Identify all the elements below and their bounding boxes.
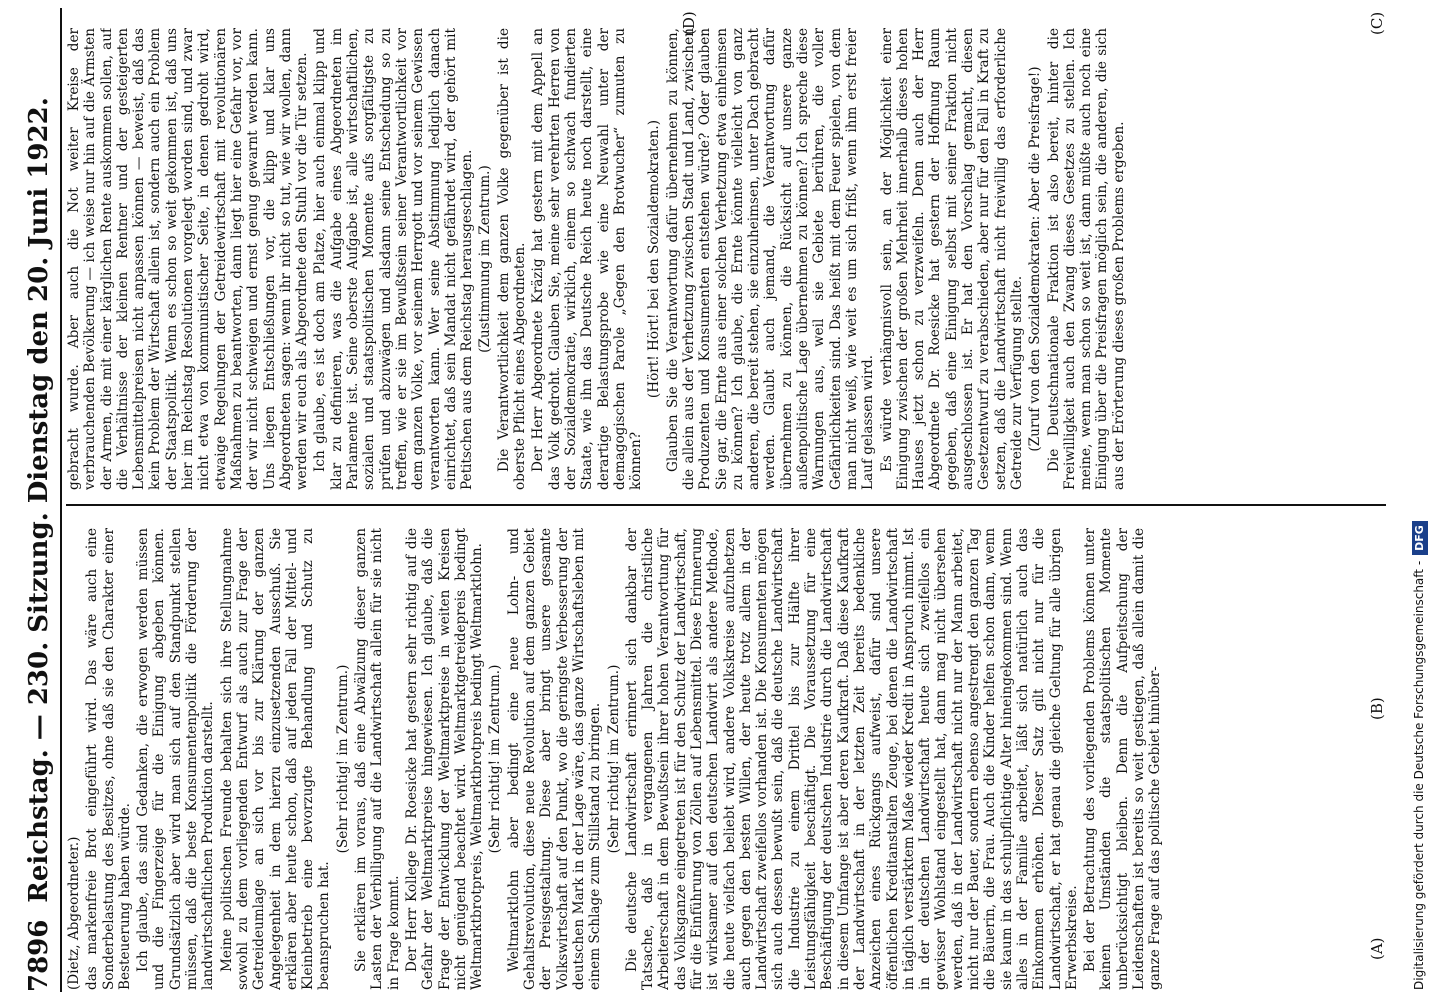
interjection: (Zuruf von den Sozialdemokraten: Aber die Preisfrage!) — [1027, 66, 1044, 452]
paragraph: Meine politischen Freunde behalten sich ihre Stellungnahme sowohl zu dem vorliegenden Entwurf als auch zur Frage der Getreideumlage an sich vor bis zur Klärung der ganzen Angelegenheit in dem hierzu einzusetzenden Ausschuß. Sie erklären aber heute schon, daß auf jeden Fall der Mittel- und Kleinbetrieb eine bevorzugte Behandlung und Schutz zu beanspruchen hat. — [218, 528, 333, 990]
marker-a: (A) — [1368, 937, 1386, 960]
column-divider — [66, 504, 1386, 506]
dfg-logo: DFG — [1412, 521, 1428, 555]
paragraph: Weltmarktlohn aber bedingt eine neue Lohn- und Gehaltsrevolution, diese neue Revolution auf dem ganzen Gebiet der Preisgestaltung. Diese aber bringt unsere gesamte Volkswirtschaft auf den Punkt, wo die geringste Verbesserung der deutschen Mark in der Lage wäre, das ganze Wirtschaftsleben mit einem Schlage zum Stillstand zu bringen. — [505, 528, 604, 990]
paragraph: Glauben Sie die Verantwortung dafür übernehmen zu können, die allein aus der Verhetzung zwischen Stadt und Land, zwischen Produzenten und Konsumenten entstehen würde? Oder glauben Sie gar, die Ernte aus einer solchen Verhetzung etwa einheimsen zu können? Ich glaube, die Ernte könnte vielleicht von ganz anderen, die bereit stehen, sie einzuheimsen, unter Dach gebracht werden. Glaubt auch jemand, die Verantwortung dafür übernehmen zu können, die Rücksicht auf unsere ganze außenpolitische Lage übernehmen zu können? Ich spreche diese Warnungen aus, weil sie Gebiete berühren, die voller Gefährlichkeiten sind. Das heißt mit dem Feuer spielen, von dem man nicht weiß, wie weit es um sich frißt, wenn ihm erst freier Lauf gelassen wird. — [664, 28, 877, 490]
paragraph: Bei der Betrachtung des vorliegenden Problems können unter keinen Umständen die staatspolitischen Momente unberücksichtigt bleiben. Denn die Aufpeitschung der Leidenschaften ist bereits so weit gestiegen, daß allein damit die ganze Frage auf das politische Gebiet hinüber- — [1082, 528, 1164, 990]
marker-b: (B) — [1368, 697, 1386, 720]
paragraph: Der Herr Kollege Dr. Roesicke hat gestern sehr richtig auf die Gefahr der Weltmarktpreise hingewiesen. Ich glaube, daß die Frage der Entwicklung der Weltmarktpreise in weiten Kreisen nicht genügend beachtet wird. Weltmarktgetreidepreis bedingt Weltmarktbrotpreis, Weltmarktbrotpreis bedingt Weltmarktlohn. — [403, 528, 486, 990]
paragraph: Die deutsche Landwirtschaft erinnert sich dankbar der Tatsache, daß in vergangenen Jahren die christliche Arbeiterschaft in dem Bewußtsein ihrer hohen Verantwortung für das Volksganze eingetreten ist für den Schutz der Landwirtschaft, für die Einführung von Zöllen auf Lebensmittel. Diese Erinnerung ist wirksamer auf den deutschen Landwirt als andere Methode, die heute vielfach beliebt wird, andere Volkskreise aufzuhetzen auch gegen den besten Willen, der heute trotz allem in der Landwirtschaft zweifellos vorhanden ist. Die Konsumenten mögen sich auch dessen bewußt sein, daß die deutsche Landwirtschaft die Industrie zu einem Drittel bis zur Hälfte ihrer Leistungsfähigkeit beschäftigt. Die Voraussetzung für eine Beschäftigung der deutschen Industrie durch die Landwirtschaft in diesem Umfange ist aber deren Kaufkraft. Daß diese Kaufkraft der Landwirtschaft in der letzten Zeit bereits bedenkliche Anzeichen eines Rückgangs aufweist, dafür sind unsere öffentlichen Kreditanstalten Zeuge, bei denen die Landwirtschaft in täglich verstärktem Maße wieder Kredit in Anspruch nimmt. Ist in der deutschen Landwirtschaft heute sich zweifellos ein gewisser Wohlstand eingestellt hat, dann mag nicht übersehen werden, daß in der Landwirtschaft nicht nur der Mann arbeitet, nicht nur der Bauer, sondern ebenso angestrengt den ganzen Tag die Bäuerin, die Frau. Auch die Kinder helfen schon dann, wenn sie kaum in das schulpflichtige Alter hineingekommen sind. Wenn alles in der Familie arbeitet, läßt sich natürlich auch das Einkommen erhöhen. Dieser Satz gilt nicht nur für die Landwirtschaft, er hat genau die gleiche Geltung für alle übrigen Erwerbskreise. — [623, 528, 1080, 990]
marker-c: (C) — [1368, 11, 1386, 35]
paragraph: Die Verantwortlichkeit dem ganzen Volke gegenüber ist die oberste Pflicht eines Abgeordneten. — [495, 28, 529, 490]
credit-text: Digitalisierung gefördert durch die Deutsche Forschungsgemeinschaft - — [1412, 560, 1426, 990]
speaker-label: (Dietz, Abgeordneter.) — [66, 836, 82, 990]
paragraph: Die Deutschnationale Fraktion ist also bereit, hinter die Freiwilligkeit auch den Zwang dieses Gesetzes zu stellen. Ich meine, wenn man schon so weit ist, dann müßte auch noch eine Einigung über die Preisfragen möglich sein, die anderen, die sich aus der Erörterung dieses großen Problems ergeben. — [1045, 28, 1127, 490]
interjection: (Sehr richtig! im Zentrum.) — [605, 664, 622, 854]
right-column — [66, 28, 1386, 490]
paragraph: gebracht wurde. Aber auch die Not weiter Kreise der verbrauchenden Bevölkerung — ich weise nur hin auf die Ärmsten der Armen, die mit einer kärglichen Rente auskommen sollen, auf die Verhältnisse der kleinen Rentner und der gesteigerten Lebensmittelpreisen nicht anpassen können — beweist, daß das kein Problem der Wirtschaft allein ist, sondern auch ein Problem der Staatspolitik. Wenn es schon so weit gekommen ist, daß uns hier im Reichstag Resolutionen vorgelegt worden sind, und zwar nicht etwa von kommunistischer Seite, in denen gedroht wird, etwaige Regelungen der Getreidewirtschaft mit revolutionären Maßnahmen zu beantworten, dann liegt hier eine Gefahr vor, vor der wir nicht schweigen und ernst genug gewarnt werden kann. Uns liegen Entschließungen vor, die klipp und klar uns Abgeordneten sagen: wenn ihr nicht so tut, wie wir wollen, dann werden wir euch als Abgeordnete den Stuhl vor die Tür setzen. — [66, 28, 311, 490]
marker-d: (D) — [680, 11, 698, 35]
left-column — [66, 528, 1386, 990]
page-title: Reichstag. — 230. Sitzung. Dienstag den 20. Juni 1922. — [24, 97, 54, 903]
paragraph: das markenfreie Brot eingeführt wird. Das wäre auch eine Sonderbelastung des Besitzes, ohne daß sie den Charakter einer Besteuerung haben würde. — [84, 528, 133, 990]
paragraph: Ich glaube, es ist doch am Platze, hier auch einmal klipp und klar zu definieren, was die Aufgabe eines Abgeordneten im Parlamente ist. Seine oberste Aufgabe ist, alle wirtschaftlichen, sozialen und staatspolitischen Momente aufs sorgfältigste zu prüfen und abzuwägen und alsdann seine Entscheidung so zu treffen, wie er sie im Bewußtsein seiner Verantwortlichkeit vor dem ganzen Volke, vor seinem Herrgott und vor seinem Gewissen verantworten kann. Wer seine Abstimmung lediglich danach einrichtet, daß sein Mandat nicht gefährdet wird, der gehört mit Petitschen aus dem Reichstag herausgeschlagen. — [312, 28, 476, 490]
paragraph: Es würde verhängnisvoll sein, an der Möglichkeit einer Einigung zwischen der großen Mehrheit innerhalb dieses hohen Hauses jetzt schon zu verzweifeln. Denn auch der Herr Abgeordnete Dr. Roesicke hat gestern der Hoffnung Raum gegeben, daß eine Einigung selbst mit seiner Fraktion nicht ausgeschlossen ist. Er hat den Vorschlag gemacht, diesen Gesetzentwurf zu verabschieden, aber nur für den Fall in Kraft zu setzen, daß die Landwirtschaft nicht freiwillig das erforderliche Getreide zur Verfügung stellte. — [878, 28, 1025, 490]
page-number: 7896 — [24, 919, 54, 992]
digitization-credit — [1408, 10, 1430, 990]
interjection: (Hört! Hört! bei den Sozialdemokraten.) — [646, 119, 663, 399]
interjection: (Sehr richtig! im Zentrum.) — [487, 664, 504, 854]
interjection: (Sehr richtig! im Zentrum.) — [334, 664, 351, 854]
paragraph: Ich glaube, das sind Gedanken, die erwogen werden müssen und die Fingerzeige für die Einigung abgeben können. Grundsätzlich aber wird man sich auf den Standpunkt stellen müssen, daß die beste Konsumentenpolitik die Förderung der landwirtschaftlichen Produktion darstellt. — [135, 528, 217, 990]
interjection: (Zustimmung im Zentrum.) — [477, 165, 494, 353]
page-header — [18, 8, 62, 992]
paragraph: Der Herr Abgeordnete Kräzig hat gestern mit dem Appell an das Volk gedroht. Glauben Sie, meine sehr verehrten Herren von der Sozialdemokratie, wirklich, einem so schwach fundierten Staate, wie ihn das Deutsche Reich heute noch darstellt, eine derartige Belastungsprobe wie eine Neuwahl unter der demagogischen Parole „Gegen den Brotwucher“ zumuten zu können? — [530, 28, 645, 490]
paragraph: Sie erklären im voraus, daß eine Abwälzung dieser ganzen Lasten der Verbilligung auf die Landwirtschaft allein für sie nicht in Frage kommt. — [353, 528, 402, 990]
